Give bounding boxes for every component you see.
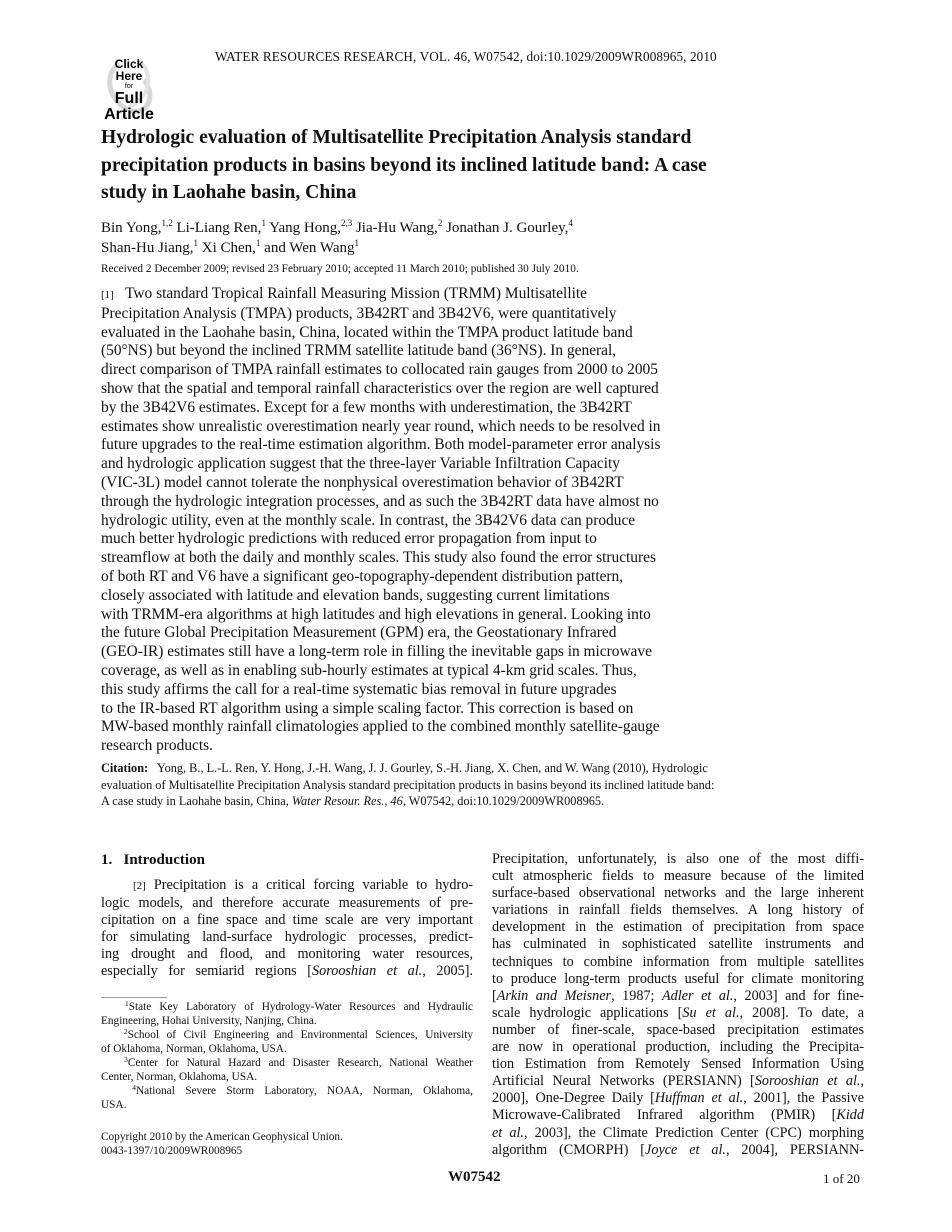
issn-line: 0043-1397/10/2009WR008965 [101, 1145, 243, 1157]
body-text: especially for semiarid regions [ [101, 963, 313, 980]
reference-author: et al. [492, 1124, 524, 1141]
abstract [101, 285, 741, 756]
abstract-line: research products. [101, 737, 213, 755]
abstract-line: (GEO-IR) estimates still have a long-term role in filling the inevitable gaps in microwave [101, 643, 652, 661]
body-text: algorithm (CMORPH) [ [492, 1141, 646, 1158]
footnote-line [101, 1084, 473, 1098]
footnote-text: School of Civil Engineering and Environmental Sciences, University [127, 1029, 473, 1041]
abstract-line: Precipitation Analysis (TMPA) products, 3B42RT and 3B42V6, were quantitatively [101, 304, 617, 322]
abstract-line: estimates show unrealistic overestimation nearly year round, which needs to be resolved in [101, 417, 661, 435]
body-line [492, 1107, 864, 1124]
abstract-line: (50°NS) but beyond the inclined TRMM satellite latitude band (36°NS). In general, [101, 342, 617, 360]
abstract-line: closely associated with latitude and elevation bands, suggesting current limitations [101, 586, 610, 604]
reference-author: Arkin and Meisner [496, 987, 612, 1004]
citation-label: Citation: [101, 761, 149, 775]
abstract-line: future upgrades to the real-time estimation algorithm. Both model-parameter error analysis [101, 436, 661, 454]
paragraph-number: [2] [133, 880, 146, 892]
citation-text: A case study in Laohahe basin, China, [101, 794, 289, 808]
full-article-logo-icon[interactable] [99, 55, 161, 123]
affiliation-mark: 2 [437, 218, 443, 228]
citation-text: , W07542, doi:10.1029/2009WR008965. [402, 794, 605, 808]
body-line: techniques to combine information from multiple satellites [492, 953, 864, 970]
body-text: , 2003], the Climate Prediction Center (CPC) morphing [523, 1124, 864, 1141]
body-text: , 1987; [611, 987, 663, 1004]
abstract-line: with TRMM-era algorithms at high latitudes and high elevations in general. Looking into [101, 605, 651, 623]
journal-name: Water Resour. Res. [291, 794, 385, 808]
body-line: surface-based observational networks and the large inherent [492, 885, 864, 902]
affiliation-mark: 1 [193, 238, 198, 248]
copyright-line: Copyright 2010 by the American Geophysical Union. [101, 1131, 343, 1143]
author-name: Yang Hong, [269, 220, 341, 236]
abstract-line: streamflow at both the daily and monthly scales. This study also found the error structures [101, 549, 656, 567]
author-name: Jonathan J. Gourley, [446, 220, 569, 236]
abstract-line: direct comparison of TMPA rainfall estimates to collocated rain gauges from 2000 to 2005 [101, 361, 658, 379]
footnote-line [101, 1000, 473, 1014]
author-name: Li-Liang Ren, [176, 220, 262, 236]
body-text: Precipitation is a critical forcing variable to hydro- [153, 877, 474, 893]
body-line [492, 1142, 864, 1159]
logo-text-line: Here [115, 69, 143, 83]
reference-author: Su et al. [682, 1004, 740, 1021]
footer-page-number: 1 of 20 [823, 1171, 860, 1186]
logo-text-line: for [124, 83, 134, 90]
abstract-text: Two standard Tropical Rainfall Measuring Mission (TRMM) Multisatellite [125, 285, 587, 302]
body-text: 2000], One-Degree Daily [ [492, 1090, 655, 1107]
running-head: WATER RESOURCES RESEARCH, VOL. 46, W07542, doi:10.1029/2009WR008965, 2010 [215, 49, 717, 64]
body-text: , 2001], the Passive [743, 1090, 864, 1107]
article-title: Hydrologic evaluation of Multisatellite Precipitation Analysis standard precipitation products in basins beyond its inclined latitude band: A case study in Laohahe basin, China [101, 127, 707, 203]
abstract-line: and hydrologic application suggest that the three-layer Variable Infiltration Capacity [101, 455, 620, 473]
abstract-line: this study affirms the call for a real-time systematic bias removal in future upgrades [101, 680, 617, 698]
affiliation-mark: 2,3 [340, 218, 353, 228]
body-line: logic models, and therefore accurate measurements of pre- [101, 895, 473, 912]
body-text: , 2004], PERSIANN- [725, 1141, 865, 1158]
abstract-line: (VIC-3L) model cannot tolerate the nonphysical overestimation behavior of 3B42RT [101, 473, 624, 491]
body-line: ing drought and flood, and monitoring water resources, [101, 946, 473, 963]
footnote-mark: 2 [123, 1027, 128, 1036]
author-name: and Wen Wang [264, 240, 355, 256]
abstract-line: through the hydrologic integration processes, and as such the 3B42RT data have almost no [101, 492, 659, 510]
body-line: has culminated in sophisticated satellite instruments and [492, 936, 864, 953]
abstract-line: show that the spatial and temporal rainfall characteristics over the region are well captured [101, 379, 659, 397]
copyright-notice [101, 1130, 343, 1158]
body-line [492, 1090, 864, 1107]
abstract-line [101, 285, 741, 305]
section-title: Introduction [123, 852, 205, 868]
body-text: , 2005]. [422, 963, 474, 980]
body-line [101, 877, 473, 895]
citation-line: A case study in Laohahe basin, China, Water Resour. Res., 46, W07542, doi:10.1029/2009WR008965. [101, 794, 605, 808]
footnote-mark: 3 [124, 1055, 128, 1064]
body-line: development in the estimation of precipitation from space [492, 919, 864, 936]
body-text: , 2003] and for fine- [733, 987, 864, 1004]
body-line [492, 1073, 864, 1090]
footnote-line [101, 1056, 473, 1070]
body-text: Artificial Neural Networks (PERSIANN) [ [492, 1073, 755, 1090]
body-line [101, 963, 473, 980]
section-number: 1. [101, 852, 113, 868]
author-name: Bin Yong, [101, 220, 162, 236]
body-line [492, 1125, 864, 1142]
body-line: to produce long-term products useful for climate monitoring [492, 970, 864, 987]
footnote-line: of Oklahoma, Norman, Oklahoma, USA. [101, 1043, 287, 1055]
footnote-text: National Severe Storm Laboratory, NOAA, Norman, Oklahoma, [135, 1085, 473, 1097]
reference-author: Adler et al. [662, 987, 734, 1004]
author-name: Jia-Hu Wang, [355, 220, 438, 236]
affiliation-mark: 4 [568, 218, 573, 228]
body-text: [ [492, 987, 497, 1004]
author-name: Xi Chen, [201, 240, 256, 256]
logo-text-line: Full [114, 90, 144, 107]
author-list [101, 218, 801, 258]
affiliation-mark: 1 [261, 218, 266, 228]
section-heading [101, 852, 205, 869]
abstract-line: coverage, as well as in enabling sub-hourly estimates at typical 4-km grid scales. Thus, [101, 661, 637, 679]
body-line: variations in rainfall fields themselves. A long history of [492, 902, 864, 919]
journal-volume: 46 [390, 794, 403, 808]
footnote-mark: 1 [124, 999, 129, 1008]
logo-text-line: Article [104, 106, 154, 123]
reference-author: Huffman et al. [654, 1090, 744, 1107]
body-line [492, 988, 864, 1005]
body-line: number of finer-scale, space-based precipitation estimates [492, 1021, 864, 1038]
paragraph-number: [1] [101, 289, 114, 301]
affiliation-mark: 1 [354, 238, 360, 248]
citation-line [101, 760, 861, 777]
body-line: cipitation on a fine space and time scale are very important [101, 912, 473, 929]
received-dates: Received 2 December 2009; revised 23 February 2010; accepted 11 March 2010; published 30 July 2010. [101, 263, 579, 275]
reference-author: Sorooshian et al. [312, 963, 423, 980]
abstract-line: the future Global Precipitation Measurement (GPM) era, the Geostationary Infrared [101, 624, 617, 642]
body-line: for simulating land-surface hydrologic processes, predict- [101, 929, 473, 946]
reference-author: Kidd [836, 1107, 864, 1124]
abstract-line: MW-based monthly rainfall climatologies applied to the combined monthly satellite-gauge [101, 718, 660, 736]
affiliation-footnotes [101, 1000, 473, 1112]
footnote-line [101, 1028, 473, 1042]
affiliation-mark: 1 [255, 238, 261, 248]
logo-text-line: Click [114, 57, 144, 71]
abstract-line: by the 3B42V6 estimates. Except for a few months with underestimation, the 3B42RT [101, 398, 632, 416]
citation-line: evaluation of Multisatellite Precipitation Analysis standard precipitation products in basins beyond its inclined latitude band: [101, 777, 715, 792]
footnote-mark: 4 [132, 1083, 136, 1092]
citation [101, 760, 861, 810]
author-name: Shan-Hu Jiang, [101, 240, 194, 256]
abstract-line: to the IR-based RT algorithm using a simple scaling factor. This correction is based on [101, 699, 634, 717]
citation-text: Yong, B., L.-L. Ren, Y. Hong, J.-H. Wang, J. J. Gourley, S.-H. Jiang, X. Chen, and W. Wang (2010), Hydrologic [156, 761, 708, 775]
reference-author: Sorooshian et al. [754, 1073, 861, 1090]
body-line: are now in operational production, including the Precipita- [492, 1039, 864, 1056]
body-line: tion Estimation from Remotely Sensed Information Using [492, 1056, 864, 1073]
abstract-line: of both RT and V6 have a significant geo-topography-dependent distribution pattern, [101, 567, 624, 585]
body-text: , [860, 1073, 864, 1090]
body-line [492, 1005, 864, 1022]
footnote-line: Engineering, Hohai University, Nanjing, China. [101, 1015, 317, 1027]
affiliation-mark: 1,2 [161, 218, 173, 228]
footnote-line: Center, Norman, Oklahoma, USA. [101, 1071, 258, 1083]
footnote-divider [101, 997, 167, 998]
body-text: scale hydrologic applications [ [492, 1004, 683, 1021]
body-text: Microwave-Calibrated Infrared algorithm (PMIR) [ [492, 1107, 837, 1124]
abstract-line: hydrologic utility, even at the monthly scale. In contrast, the 3B42V6 data can produce [101, 511, 636, 529]
right-column-text [492, 851, 864, 1159]
footnote-text: State Key Laboratory of Hydrology-Water Resources and Hydraulic [128, 1001, 473, 1013]
footnote-line: USA. [101, 1099, 127, 1111]
body-text: , 2008]. To date, a [739, 1004, 865, 1021]
abstract-line: much better hydrologic predictions with reduced error propagation from input to [101, 530, 597, 548]
abstract-line: evaluated in the Laohahe basin, China, located within the TMPA product latitude band [101, 323, 633, 341]
footer-article-id: W07542 [448, 1169, 501, 1185]
left-column-text [101, 877, 473, 981]
footnote-text: Center for Natural Hazard and Disaster Research, National Weather [127, 1057, 473, 1069]
body-line: Precipitation, unfortunately, is also one of the most diffi- [492, 851, 864, 867]
reference-author: Joyce et al. [645, 1141, 726, 1158]
body-line: cult atmospheric fields to measure because of the limited [492, 868, 864, 885]
